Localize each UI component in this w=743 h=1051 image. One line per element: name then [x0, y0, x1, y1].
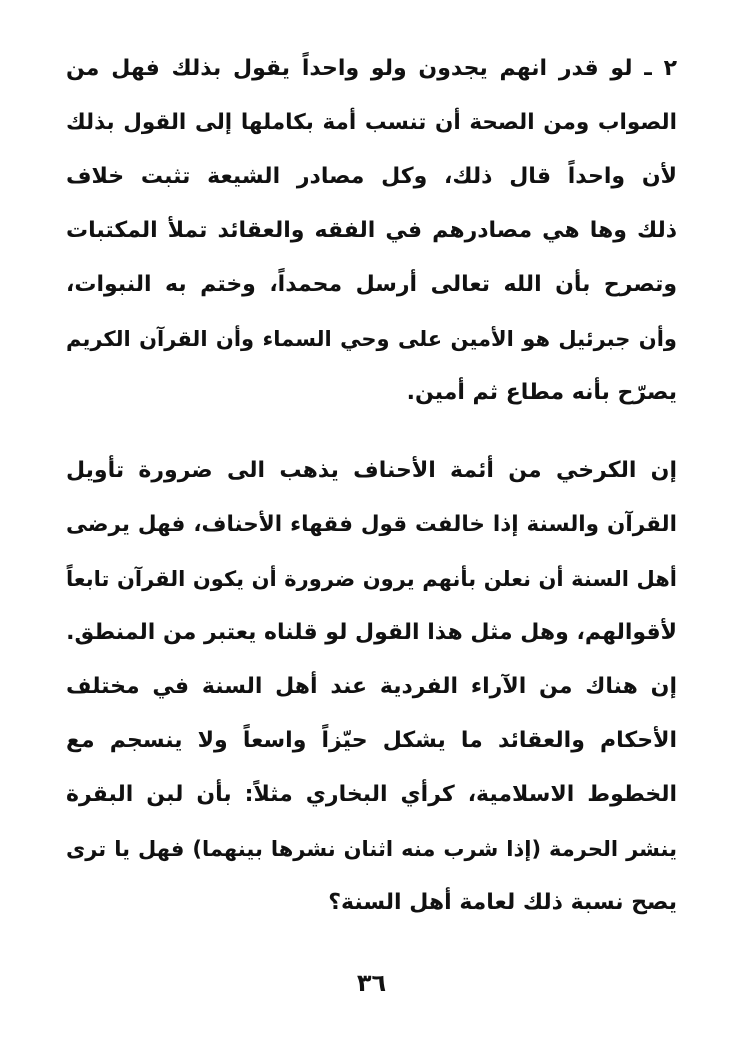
text-line: لأقوالهم، وهل مثل هذا القول لو قلناه يعتبر من المنطق. [66, 620, 677, 645]
text-line: القرآن والسنة إذا خالفت قول فقهاء الأحناف، فهل يرضى [66, 512, 677, 537]
paragraph-1 [66, 42, 677, 420]
paragraph-2 [66, 444, 677, 930]
text-line: وأن جبرئيل هو الأمين على وحي السماء وأن القرآن الكريم [66, 327, 677, 351]
text-line: إن الكرخي من أئمة الأحناف يذهب الى ضرورة تأويل [66, 458, 677, 483]
paragraph-spacer [66, 420, 677, 444]
text-line: أهل السنة أن نعلن بأنهم يرون ضرورة أن يكون القرآن تابعاً [66, 567, 677, 591]
text-line: يصرّح بأنه مطاع ثم أمين. [406, 380, 677, 405]
text-line: وتصرح بأن الله تعالى أرسل محمداً، وختم به النبوات، [66, 272, 677, 297]
text-line: ذلك وها هي مصادرهم في الفقه والعقائد تملأ المكتبات [66, 218, 677, 243]
text-line: يصح نسبة ذلك لعامة أهل السنة؟ [328, 890, 677, 915]
text-line: الصواب ومن الصحة أن تنسب أمة بكاملها إلى القول بذلك [66, 110, 677, 135]
page-number: ٣٦ [356, 969, 387, 997]
text-line: إن هناك من الآراء الفردية عند أهل السنة في مختلف [66, 674, 677, 699]
text-line: لأن واحداً قال ذلك، وكل مصادر الشيعة تثبت خلاف [66, 164, 677, 189]
text-line: الخطوط الاسلامية، كرأي البخاري مثلاً: بأن لبن البقرة [66, 782, 677, 807]
text-line: ينشر الحرمة (إذا شرب منه اثنان نشرها بينهما) فهل يا ترى [66, 837, 677, 861]
text-line: ٢ ـ لو قدر انهم يجدون ولو واحداً يقول بذلك فهل من [66, 56, 677, 81]
page-body-text [66, 42, 677, 930]
text-line: الأحكام والعقائد ما يشكل حيّزاً واسعاً ولا ينسجم مع [66, 728, 677, 753]
